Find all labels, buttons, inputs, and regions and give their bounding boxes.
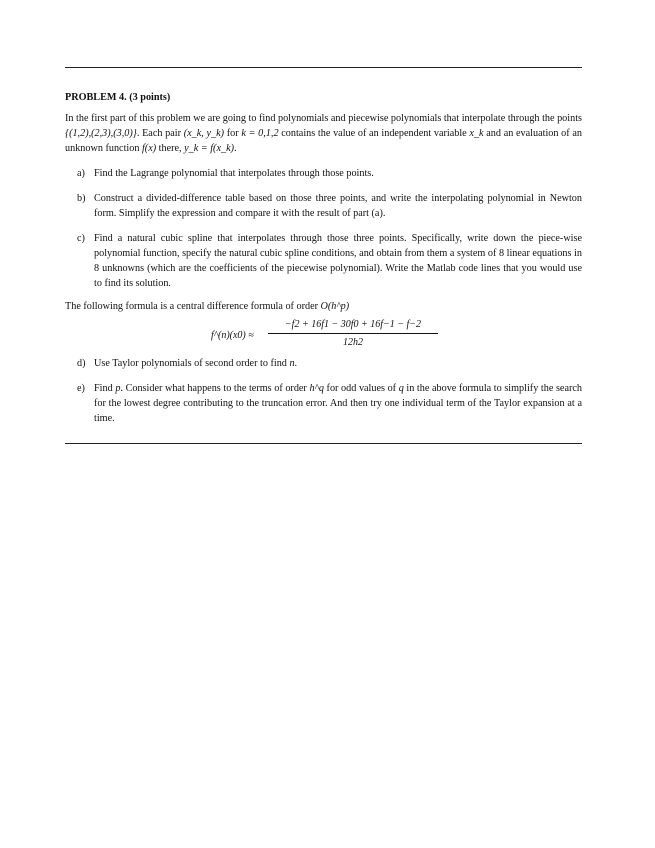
item-c	[65, 231, 582, 291]
item-label: e)	[77, 383, 85, 394]
k-range: k = 0,1,2	[241, 128, 279, 139]
fx: f(x)	[141, 143, 157, 154]
intro-text: In the first part of this problem we are going to find polynomials and piecewise polynomials that interpolate through the points	[65, 113, 582, 124]
item-text: Find a natural cubic spline that interpolates through those three points. Specifically, write down the piece-wise polynomial function, specify the natural cubic spline conditions, and obtain from them a system of 8 linear equations in 8 unknowns (which are the coefficients of the piecewise polynomial). Write the Matlab code lines that you would use to find its solution.	[94, 233, 582, 289]
item-label: d)	[77, 358, 86, 369]
difference-formula	[65, 318, 582, 352]
formula-intro	[65, 299, 582, 314]
item-text: . Consider what happens to the terms of order	[120, 383, 310, 394]
var-n: n	[289, 358, 295, 369]
item-label: b)	[77, 193, 86, 204]
xk: x_k	[469, 128, 484, 139]
item-text: for odd values of	[323, 383, 399, 394]
order: O(h^p)	[320, 301, 350, 312]
intro-text: .	[233, 143, 237, 154]
formula-lhs: f^(n)(x0) ≈	[211, 330, 254, 341]
item-text: Find	[94, 383, 116, 394]
intro-paragraph	[65, 111, 582, 156]
top-rule	[65, 67, 582, 68]
bottom-rule	[65, 443, 582, 444]
item-label: c)	[77, 233, 85, 244]
intro-text: for	[224, 128, 242, 139]
pair: (x_k, y_k)	[183, 128, 225, 139]
var-hq: h^q	[309, 383, 324, 394]
formula-fraction	[268, 318, 438, 349]
item-text: in the above formula to simplify the search for the lowest degree contributing to the truncation error. And then try one individual term of the Taylor expansion at a time.	[94, 383, 582, 424]
intro-text: . Each pair	[136, 128, 184, 139]
item-e	[65, 381, 582, 426]
item-text: .	[294, 358, 298, 369]
item-a	[65, 166, 582, 181]
intro-text: there,	[156, 143, 185, 154]
item-text: Find the Lagrange polynomial that interpolates through those points.	[94, 168, 374, 179]
item-text: Construct a divided-difference table based on those three points, and write the interpolating polynomial in Newton form. Simplify the expression and compare it with the result of part (a).	[94, 193, 582, 219]
problem-body	[65, 90, 582, 426]
fraction-bar	[268, 333, 438, 334]
formula-intro-text: The following formula is a central difference formula of order	[65, 301, 321, 312]
problem-title: PROBLEM 4. (3 points)	[65, 92, 171, 103]
item-text: Use Taylor polynomials of second order to find	[94, 358, 290, 369]
item-d	[65, 356, 582, 371]
item-b	[65, 191, 582, 221]
formula-denominator: 12h2	[343, 337, 363, 348]
intro-text: and an evaluation of an unknown function	[65, 128, 582, 154]
intro-text: contains the value of an independent variable	[278, 128, 470, 139]
var-q: q	[398, 383, 404, 394]
points-set: {(1,2),(2,3),(3,0)}	[65, 128, 137, 139]
item-label: a)	[77, 168, 85, 179]
formula-numerator: −f2 + 16f1 − 30f0 + 16f−1 − f−2	[284, 319, 422, 330]
var-p: p	[115, 383, 121, 394]
yk-def: y_k = f(x_k)	[184, 143, 234, 154]
